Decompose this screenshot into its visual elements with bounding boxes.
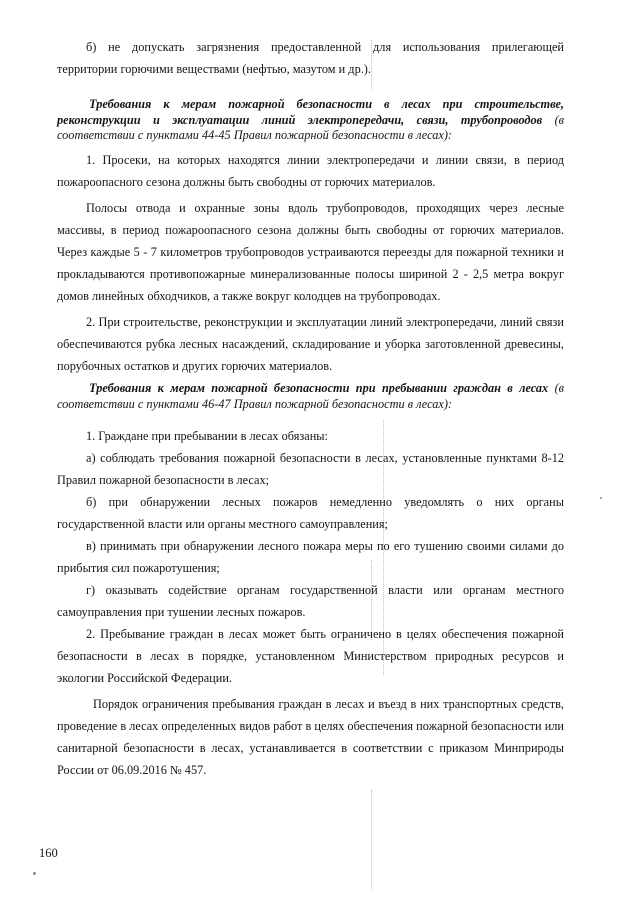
- scan-artifact-line: [371, 790, 372, 890]
- section1-title: Требования к мерам пожарной безопасности в лесах при строительстве, реконструкции и эксплуатации линий электропередачи, связи, трубопроводов: [57, 97, 564, 127]
- paragraph-intro: б) не допускать загрязнения предоставленной для использования прилегающей территории горючими веществами (нефтью, мазутом и др.).: [57, 40, 564, 76]
- section2-paragraph-6: 2. Пребывание граждан в лесах может быть ограничено в целях обеспечения пожарной безопасности в лесах в порядке, установленном Министерством природных ресурсов и экологии Российской Федерации.: [57, 627, 564, 685]
- section1-paragraph-1: 1. Просеки, на которых находятся линии электропередачи и линии связи, в период пожароопасного сезона должны быть свободны от горючих материалов.: [57, 153, 564, 189]
- section2-paragraph-1: 1. Граждане при пребывании в лесах обязаны:: [86, 429, 328, 443]
- section2-body: [57, 425, 564, 781]
- section2-source: (в соответствии с пунктами 46-47 Правил пожарной безопасности в лесах):: [57, 381, 564, 411]
- section2-paragraph-7: Порядок ограничения пребывания граждан в лесах и въезд в них транспортных средств, проведение в лесах определенных видов работ в целях обеспечения пожарной безопасности или санитарной безопасности в лесах, устанавливается в соответствии с приказом Минприроды России от 06.09.2016 № 457.: [57, 697, 565, 777]
- section2-paragraph-2: а) соблюдать требования пожарной безопасности в лесах, установленные пунктами 8-12 Правил пожарной безопасности в лесах;: [57, 451, 564, 487]
- section1-body: [57, 149, 564, 377]
- section1-paragraph-3: 2. При строительстве, реконструкции и эксплуатации линий электропередачи, линий связи обеспечиваются рубка лесных насаждений, складирование и уборка заготовленной древесины, порубочных остатков и других горючих материалов.: [57, 315, 564, 373]
- section1-heading: [57, 97, 564, 144]
- section2-paragraph-3: б) при обнаружении лесных пожаров немедленно уведомлять о них органы государственной власти или органы местного самоуправления;: [57, 495, 564, 531]
- section2-heading: [57, 381, 564, 412]
- section2-paragraph-5: г) оказывать содействие органам государственной власти или органам местного самоуправления при тушении лесных пожаров.: [57, 583, 564, 619]
- scan-speck: [600, 497, 602, 499]
- section2-paragraph-4: в) принимать при обнаружении лесного пожара меры по его тушению своими силами до прибытия сил пожаротушения;: [57, 539, 564, 575]
- intro-block: [57, 36, 564, 80]
- page-number: 160: [39, 846, 58, 860]
- scan-speck: [33, 872, 36, 875]
- section2-title: Требования к мерам пожарной безопасности при пребывании граждан в лесах: [89, 381, 549, 395]
- section1-paragraph-2: Полосы отвода и охранные зоны вдоль трубопроводов, проходящих через лесные массивы, в период пожароопасного сезона должны быть свободны от горючих материалов. Через каждые 5 - 7 километров трубопроводов устраиваются переезды для пожарной техники и прокладываются противопожарные минерализованные полосы шириной 2 - 2,5 метра вокруг домов линейных обходчиков, а также вокруг колодцев на трубопроводах.: [57, 201, 564, 303]
- section1-source: (в соответствии с пунктами 44-45 Правил пожарной безопасности в лесах):: [57, 112, 564, 142]
